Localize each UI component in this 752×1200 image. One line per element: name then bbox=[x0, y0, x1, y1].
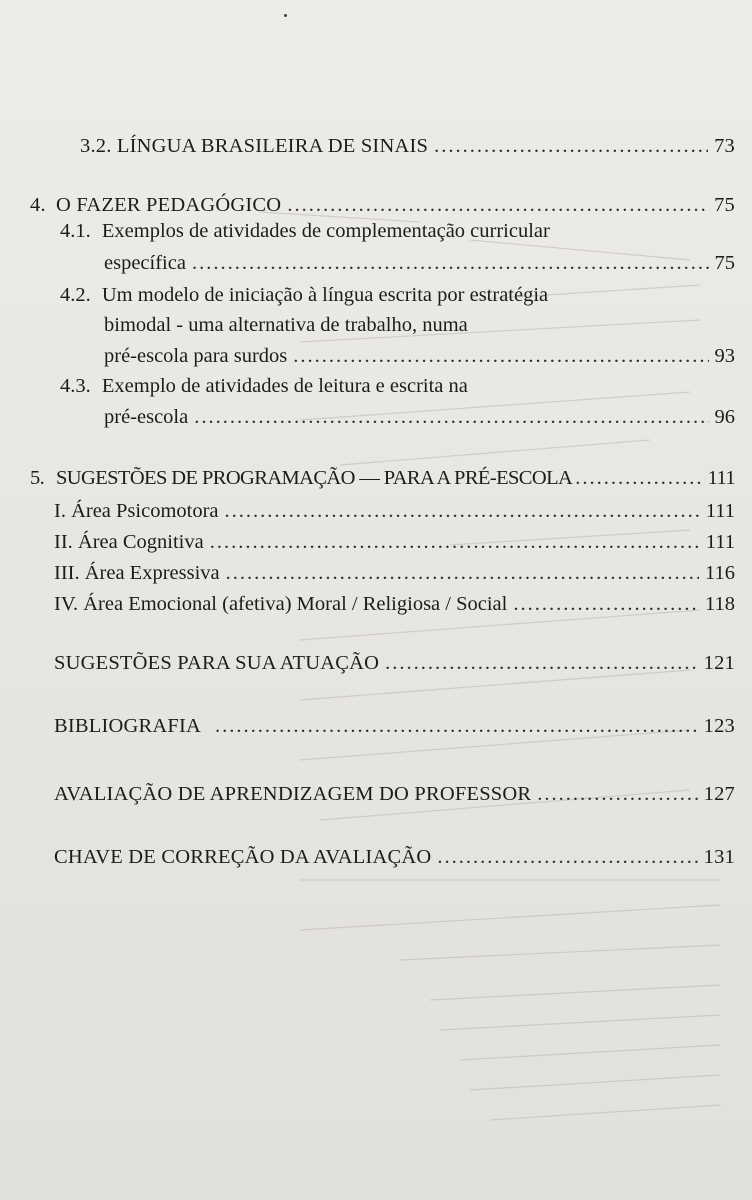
page-number: 75 bbox=[714, 194, 735, 216]
page-number: 116 bbox=[705, 562, 735, 584]
toc-entry-title-line3: pré-escola para surdos bbox=[104, 345, 288, 367]
toc-entry-title: IV. Área Emocional (afetiva) Moral / Religiosa / Social bbox=[54, 593, 508, 615]
toc-entry-title: II. Área Cognitiva bbox=[54, 531, 204, 553]
leader-dots bbox=[215, 714, 698, 738]
leader-dots bbox=[293, 344, 708, 368]
leader-dots bbox=[225, 499, 700, 523]
toc-entry-4-3-cont[interactable] bbox=[104, 405, 735, 429]
toc-entry-number: 4. bbox=[30, 194, 46, 216]
toc-entry-area-psicomotora[interactable] bbox=[54, 499, 735, 523]
print-speck bbox=[284, 14, 287, 17]
toc-entry-3-2[interactable] bbox=[80, 134, 735, 158]
leader-dots bbox=[537, 782, 697, 806]
page-number: 93 bbox=[714, 345, 735, 367]
page-number: 121 bbox=[703, 652, 735, 674]
toc-entry-title: CHAVE DE CORREÇÃO DA AVALIAÇÃO bbox=[54, 846, 432, 868]
toc-entry-4-2-cont[interactable] bbox=[104, 344, 735, 368]
page-number: 118 bbox=[705, 593, 735, 615]
toc-entry-4-1[interactable] bbox=[60, 219, 550, 243]
toc-entry-number: 5. bbox=[30, 467, 45, 489]
toc-entry-title: BIBLIOGRAFIA bbox=[54, 715, 202, 737]
toc-entry-title-line2: bimodal - uma alternativa de trabalho, numa bbox=[104, 314, 468, 336]
toc-entry-title-line1: Exemplos de atividades de complementação curricular bbox=[101, 220, 550, 242]
leader-dots bbox=[575, 466, 701, 490]
toc-entry-area-expressiva[interactable] bbox=[54, 561, 735, 585]
toc-entry-title: SUGESTÕES PARA SUA ATUAÇÃO bbox=[54, 652, 380, 674]
page-number: 127 bbox=[703, 783, 735, 805]
leader-dots bbox=[513, 592, 699, 616]
toc-entry-number: 4.1. bbox=[60, 220, 91, 242]
toc-entry-avaliacao-aprendizagem[interactable] bbox=[54, 782, 735, 806]
toc-entry-4-2[interactable] bbox=[60, 283, 548, 307]
toc-entry-title: O FAZER PEDAGÓGICO bbox=[56, 194, 282, 216]
leader-dots bbox=[287, 193, 708, 217]
toc-entry-title: I. Área Psicomotora bbox=[54, 500, 219, 522]
leader-dots bbox=[194, 405, 708, 429]
leader-dots bbox=[385, 651, 698, 675]
leader-dots bbox=[437, 845, 697, 869]
toc-entry-title: AVALIAÇÃO DE APRENDIZAGEM DO PROFESSOR bbox=[54, 783, 532, 805]
toc-entry-5[interactable] bbox=[30, 466, 735, 490]
page-number: 75 bbox=[714, 252, 735, 274]
page-number: 73 bbox=[714, 135, 735, 157]
toc-entry-title: 3.2. LÍNGUA BRASILEIRA DE SINAIS bbox=[80, 135, 429, 157]
toc-entry-4-1-cont[interactable] bbox=[104, 251, 735, 275]
page-number: 111 bbox=[705, 500, 735, 522]
page-number: 111 bbox=[705, 531, 735, 553]
page-number: 111 bbox=[707, 467, 735, 489]
toc-entry-4-3[interactable] bbox=[60, 374, 468, 398]
toc-entry-title-line1: Um modelo de iniciação à língua escrita por estratégia bbox=[101, 284, 549, 306]
leader-dots bbox=[210, 530, 700, 554]
leader-dots bbox=[226, 561, 699, 585]
toc-entry-bibliografia[interactable] bbox=[54, 714, 735, 738]
toc-entry-area-emocional[interactable] bbox=[54, 592, 735, 616]
toc-entry-title-line1: Exemplo de atividades de leitura e escrita na bbox=[101, 375, 468, 397]
toc-entry-title-line2: pré-escola bbox=[104, 406, 189, 428]
toc-entry-title: SUGESTÕES DE PROGRAMAÇÃO — PARA A PRÉ-ESCOLA bbox=[56, 467, 573, 489]
leader-dots bbox=[434, 134, 708, 158]
toc-entry-title-line2: específica bbox=[104, 252, 186, 274]
toc-entry-title: III. Área Expressiva bbox=[54, 562, 220, 584]
toc-entry-sugestoes-atuacao[interactable] bbox=[54, 651, 735, 675]
toc-entry-chave-correcao[interactable] bbox=[54, 845, 735, 869]
toc-entry-number: 4.2. bbox=[60, 284, 91, 306]
toc-entry-4[interactable] bbox=[30, 193, 735, 217]
page-number: 131 bbox=[703, 846, 735, 868]
toc-entry-number: 4.3. bbox=[60, 375, 91, 397]
toc-entry-area-cognitiva[interactable] bbox=[54, 530, 735, 554]
page-number: 123 bbox=[703, 715, 735, 737]
leader-dots bbox=[192, 251, 709, 275]
page-number: 96 bbox=[714, 406, 735, 428]
